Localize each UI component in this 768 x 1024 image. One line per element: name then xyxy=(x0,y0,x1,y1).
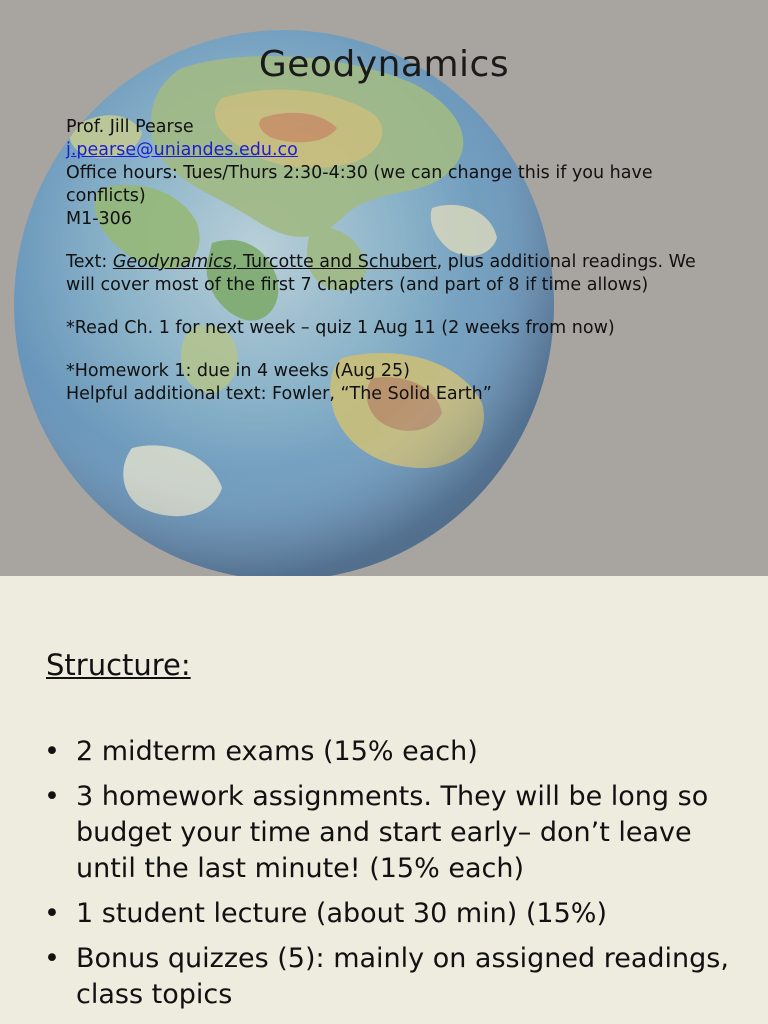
textbook-authors: , Turcotte and Schubert xyxy=(231,252,437,272)
bullet-icon: • xyxy=(44,736,60,767)
list-item xyxy=(44,734,744,770)
bullet-text: 1 student lecture (about 30 min) (15%) xyxy=(76,898,607,929)
bullet-icon: • xyxy=(44,943,60,974)
textbook-suffix: , plus additional readings. We will cover most of the first 7 chapters (and part of 8 if time allows) xyxy=(66,252,696,295)
list-item xyxy=(44,941,744,1013)
textbook-title: Geodynamics xyxy=(112,252,232,272)
slide-structure xyxy=(0,576,768,1024)
room-number: M1-306 xyxy=(66,209,132,229)
helpful-text: Helpful additional text: Fowler, “The Solid Earth” xyxy=(66,384,492,404)
reading-note: *Read Ch. 1 for next week – quiz 1 Aug 11 (2 weeks from now) xyxy=(66,318,615,338)
bullet-icon: • xyxy=(44,898,60,929)
textbook-line xyxy=(66,251,726,297)
textbook-prefix: Text: xyxy=(66,252,113,272)
bullet-text: Bonus quizzes (5): mainly on assigned readings, class topics xyxy=(76,943,729,1010)
syllabus-body xyxy=(66,116,726,406)
bullet-icon: • xyxy=(44,781,60,812)
list-item xyxy=(44,896,744,932)
email-link[interactable]: j.pearse@uniandes.edu.co xyxy=(66,140,298,160)
slide-title: Geodynamics xyxy=(258,44,510,85)
list-item xyxy=(44,779,744,887)
structure-list xyxy=(44,734,744,1022)
bullet-text: 3 homework assignments. They will be long so budget your time and start early– don’t leave until the last minute! (15% each) xyxy=(76,781,709,884)
homework-note: *Homework 1: due in 4 weeks (Aug 25) xyxy=(66,361,410,381)
structure-heading: Structure: xyxy=(46,648,191,682)
instructor-name: Prof. Jill Pearse xyxy=(66,117,194,137)
bullet-text: 2 midterm exams (15% each) xyxy=(76,736,478,767)
office-hours: Office hours: Tues/Thurs 2:30-4:30 (we can change this if you have conflicts) xyxy=(66,163,653,206)
